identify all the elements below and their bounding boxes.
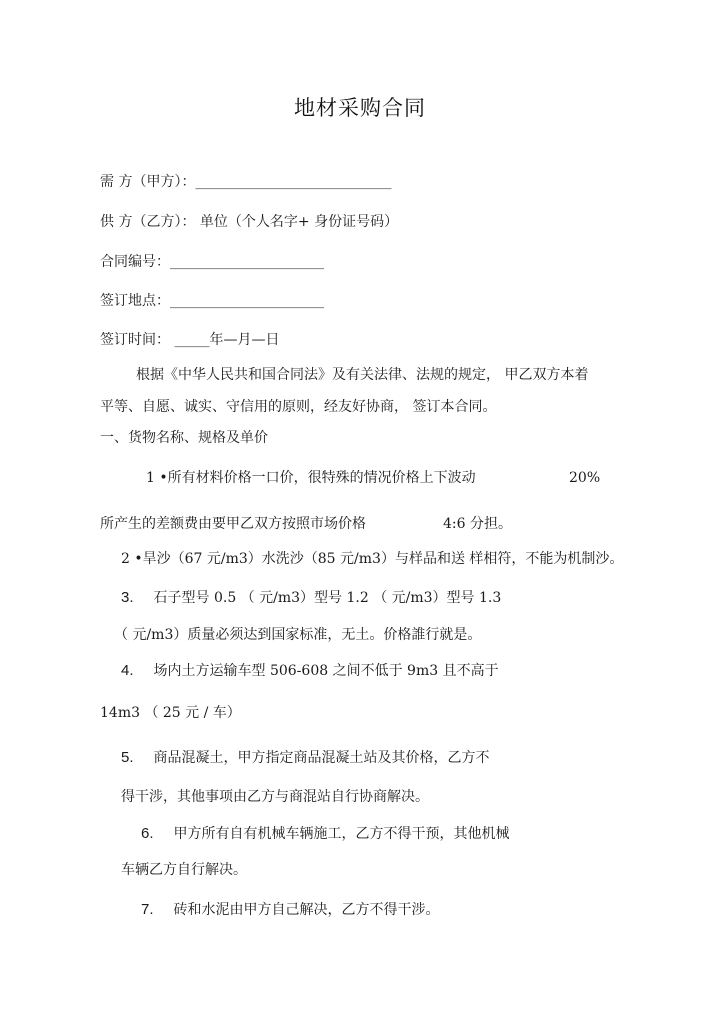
item-2: 2 •旱沙（67 元/m3）水洗沙（85 元/m3）与样品和送 样相符，不能为机制沙。 [121, 551, 624, 567]
item-1-percent: 20% [569, 470, 601, 486]
item-6-line-1 [141, 825, 510, 843]
item-4-line-2: 14m3 （ 25 元 / 车） [100, 705, 241, 721]
item-5-number: 5. [121, 749, 134, 766]
item-5-text: 商品混凝土，甲方指定商品混凝土站及其价格，乙方不 [153, 750, 490, 766]
buyer-field: 需 方（甲方）：____________________________ [100, 174, 392, 190]
item-1-ratio: 4:6 分担。 [443, 516, 512, 532]
item-5-line-2: 得干涉，其他事项由乙方与商混站自行协商解决。 [121, 789, 429, 805]
item-7-text: 砖和水泥由甲方自己解决，乙方不得干涉。 [173, 902, 440, 918]
item-3-number: 3. [121, 589, 134, 606]
sign-time-field: 签订时间： _____年—月—日 [100, 332, 280, 348]
item-1-line-1: 1 •所有材料价格一口价，很特殊的情况价格上下波动 [146, 470, 476, 486]
section-1-heading: 一、货物名称、规格及单价 [100, 430, 268, 446]
item-1-line-2: 所产生的差额费由要甲乙双方按照市场价格 [100, 516, 366, 532]
item-5-line-1 [121, 749, 490, 767]
item-6-line-2: 车辆乙方自行解决。 [121, 862, 247, 878]
item-3-line-1 [121, 589, 501, 607]
item-6-text: 甲方所有自有机械车辆施工，乙方不得干预，其他机械 [173, 826, 510, 842]
preamble-line-1: 根据《中华人民共和国合同法》及有关法律、法规的规定， 甲乙双方本着 [136, 367, 589, 383]
sign-place-field: 签订地点：______________________ [100, 293, 324, 309]
contract-number-field: 合同编号：______________________ [100, 254, 324, 270]
item-7-number: 7. [141, 901, 154, 918]
document-title: 地材采购合同 [294, 96, 426, 120]
item-3-text: 石子型号 0.5 （ 元/m3）型号 1.2 （ 元/m3）型号 1.3 [153, 590, 502, 606]
supplier-field: 供 方（乙方）： 单位（个人名字+ 身份证号码） [100, 214, 399, 230]
item-4-text: 场内土方运输车型 506-608 之间不低于 9m3 且不高于 [153, 663, 499, 679]
item-6-number: 6. [141, 825, 154, 842]
item-4-number: 4. [121, 662, 134, 679]
preamble-line-2: 平等、自愿、诚实、守信用的原则，经友好协商， 签订本合同。 [100, 399, 497, 415]
item-7-line-1 [141, 901, 440, 919]
item-3-line-2: （ 元/m3）质量必须达到国家标准，无土。价格誰行就是。 [114, 627, 482, 643]
item-4-line-1 [121, 662, 499, 680]
